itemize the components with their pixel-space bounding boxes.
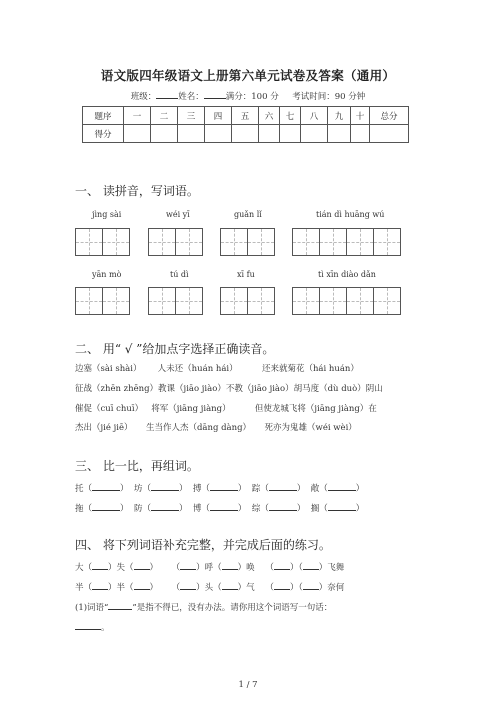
idiom-text: （ [265,583,274,593]
answer-end: 。 [101,623,110,633]
pinyin-label: tú dì [170,270,189,279]
pinyin-label: wéi yī [166,210,190,219]
exam-info-line [0,90,496,102]
idiom-text: ）飞舞 [318,563,345,573]
header-cell: 题序 [83,107,124,125]
idiom-text: ）唤 [237,563,255,573]
answer-blank[interactable] [134,560,150,570]
pronunciation-line: 催促（cuī chuī） 将军（jiāng jiàng） 但使龙城飞将（jiāng jiàng）在 [75,404,377,414]
header-cell: 五 [232,107,259,125]
writing-grid[interactable] [220,287,275,317]
idiom-text: ）半（ [108,583,134,593]
header-cell: 总分 [370,107,409,125]
section-1-heading: 一、 读拼音，写词语。 [75,184,199,198]
name-label: 姓名： [178,92,204,102]
compare-char: 搏 [192,484,202,494]
idiom-text: ）（ [289,583,303,593]
score-cell[interactable] [280,125,301,143]
pinyin-label: xī fu [237,270,255,279]
score-cell[interactable] [178,125,205,143]
score-table-header-row [83,107,409,125]
pronunciation-line: 征战（zhēn zhēng）教课（jiāo jiào）不教（jiāo jiào）胡马度（dù duò）阴山 [75,384,383,394]
score-cell[interactable] [370,125,409,143]
idiom-text: ） [149,583,159,593]
answer-blank[interactable] [222,560,238,570]
answer-blank[interactable] [274,580,290,590]
compare-row-1: 托（ ） 坊（ ） 搏（ ） 踪（ ） 敞（ ） [75,481,364,494]
writing-grid[interactable] [75,228,130,258]
answer-blank[interactable] [303,560,319,570]
answer-blank[interactable] [180,560,196,570]
score-cell[interactable] [351,125,370,143]
name-blank [204,90,226,99]
section-2-heading: 二、 用“ √ ”给加点字选择正确读音。 [75,342,275,356]
compare-char: 博 [192,504,202,514]
pronunciation-line: 杰出（jié jiē） 生当作人杰（dāng dàng） 死亦为鬼雄（wéi wèi） [75,423,357,433]
writing-grid[interactable] [75,287,130,317]
score-cell[interactable] [124,125,151,143]
compare-char: 坊 [133,484,143,494]
idiom-text: 大（ [75,563,93,573]
writing-grid[interactable] [148,228,203,258]
pronunciation-line: 边塞（sài shài） 人未还（huán hái） 还来就菊花（hái huán） [75,364,359,374]
compare-char: 综 [251,504,261,514]
header-cell: 一 [124,107,151,125]
compare-char: 搁 [310,504,320,514]
answer-blank[interactable] [134,580,150,590]
idiom-text: ）（ [289,563,303,573]
idiom-text: （ [265,563,274,573]
idiom-text: ）失（ [108,563,134,573]
answer-blank[interactable] [274,560,290,570]
header-cell: 二 [151,107,178,125]
score-table-score-row [83,125,409,143]
header-cell: 八 [301,107,328,125]
score-row-label: 得分 [83,125,124,143]
answer-line [75,620,110,633]
pinyin-label: jìng sài [92,210,122,219]
header-cell: 七 [280,107,301,125]
time-label: 考试时间：90 分钟 [292,92,366,102]
answer-blank[interactable] [269,501,297,511]
pinyin-label: tián dì huāng wú [316,210,385,219]
compare-row-2: 拖（ ） 防（ ） 博（ ） 综（ ） 搁（ ） [75,501,364,514]
idiom-row-1 [75,560,344,573]
score-cell[interactable] [328,125,351,143]
answer-blank[interactable] [108,600,132,610]
writing-grid[interactable] [148,287,203,317]
answer-blank[interactable] [92,481,120,491]
idiom-text: ）奈何 [318,583,345,593]
section-3-heading: 三、 比一比，再组词。 [75,459,199,473]
answer-blank[interactable] [151,501,179,511]
page-number: 1 / 7 [238,680,258,690]
score-label: 满分：100 分 [225,92,279,102]
compare-char: 敞 [310,484,320,494]
question-prefix: (1)词语“ [75,603,109,613]
score-table [82,106,409,143]
pinyin-label: yān mò [92,270,122,279]
score-cell[interactable] [301,125,328,143]
header-cell: 三 [178,107,205,125]
answer-blank[interactable] [269,481,297,491]
writing-grid[interactable] [292,287,401,317]
answer-blank[interactable] [210,481,238,491]
question-suffix: ”是指不得已，没有办法。请你用这个词语写一句话： [132,603,333,613]
answer-blank[interactable] [92,560,108,570]
answer-blank[interactable] [92,580,108,590]
compare-char: 拖 [75,504,84,514]
class-blank [156,90,178,99]
idiom-text: ） [149,563,159,573]
answer-blank[interactable] [303,580,319,590]
sentence-blank[interactable] [75,620,101,630]
header-cell: 六 [259,107,280,125]
compare-char: 踪 [251,484,261,494]
header-cell: 十 [351,107,370,125]
compare-char: 防 [133,504,143,514]
idiom-text: （ [171,583,181,593]
exam-title: 语文版四年级语文上册第六单元试卷及答案（通用） [100,68,396,83]
answer-blank[interactable] [328,481,356,491]
answer-blank[interactable] [151,481,179,491]
pinyin-label: guǎn lǐ [234,210,262,219]
pinyin-label: tì xīn diào dǎn [318,270,376,279]
idiom-text: ）头（ [196,583,222,593]
answer-blank[interactable] [92,501,120,511]
idiom-text: ）气 [237,583,255,593]
question-line [75,600,332,613]
header-cell: 九 [328,107,351,125]
score-cell[interactable] [205,125,232,143]
answer-blank[interactable] [180,580,196,590]
answer-blank[interactable] [328,501,356,511]
writing-grid[interactable] [292,228,401,258]
section-4-heading: 四、 将下列词语补充完整，并完成后面的练习。 [75,538,331,552]
score-cell[interactable] [232,125,259,143]
writing-grid[interactable] [220,228,275,258]
answer-blank[interactable] [222,580,238,590]
answer-blank[interactable] [210,501,238,511]
header-cell: 四 [205,107,232,125]
score-cell[interactable] [151,125,178,143]
class-label: 班级： [130,92,157,102]
score-cell[interactable] [259,125,280,143]
idiom-text: 半（ [75,583,93,593]
compare-char: 托 [75,484,84,494]
idiom-text: ）呼（ [196,563,222,573]
idiom-text: （ [171,563,181,573]
idiom-row-2 [75,580,344,593]
